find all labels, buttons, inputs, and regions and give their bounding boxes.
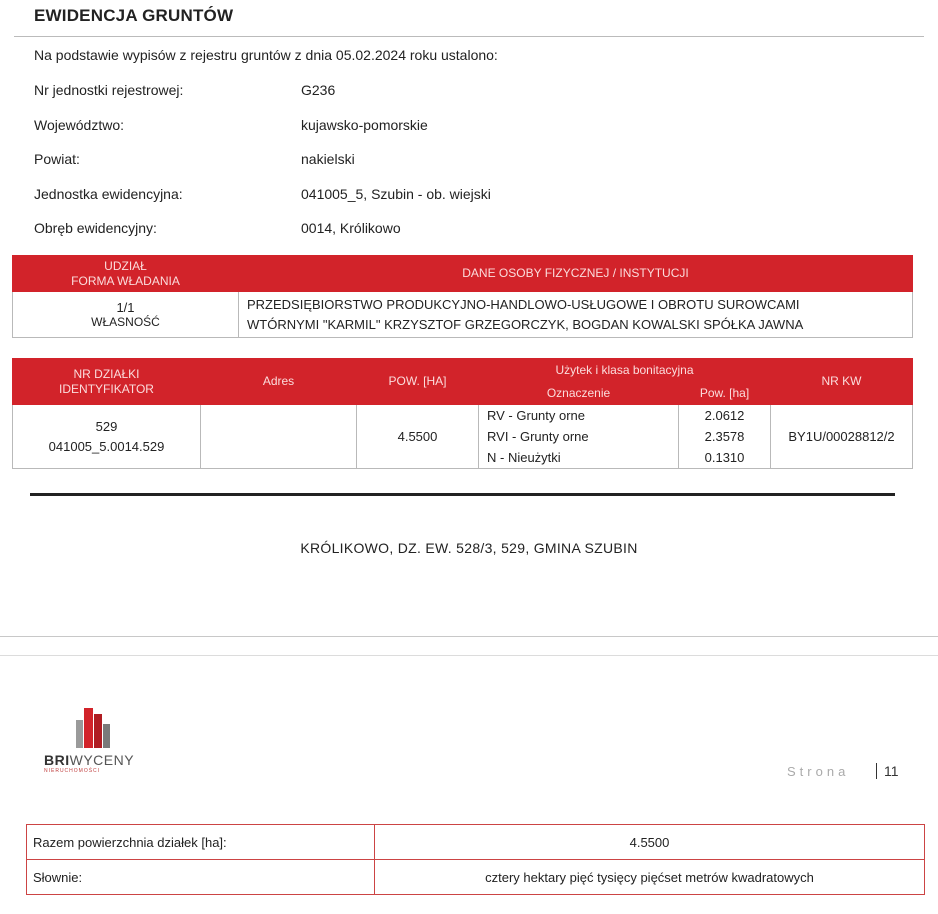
owner-name-line2: WTÓRNYMI "KARMIL" KRZYSZTOF GRZEGORCZYK, BOGDAN KOWALSKI SPÓŁKA JAWNA <box>247 316 804 332</box>
page-break-line <box>0 636 938 637</box>
header-share <box>13 256 239 292</box>
location-caption: KRÓLIKOWO, DZ. EW. 528/3, 529, GMINA SZUBIN <box>300 540 638 556</box>
use-area: 0.1310 <box>704 450 745 465</box>
owner-name-line1: PRZEDSIĘBIORSTWO PRODUKCYJNO-HANDLOWO-USŁUGOWE I OBROTU SUROWCAMI <box>247 296 800 312</box>
page-label: Strona <box>787 764 850 779</box>
summary-words-label: Słownie: <box>27 860 375 895</box>
page-number: 11 <box>884 763 899 779</box>
document-title: EWIDENCJA GRUNTÓW <box>34 6 234 25</box>
header-parcel-nr-line2: IDENTYFIKATOR <box>59 381 154 396</box>
owner-share: 1/1 <box>116 300 135 315</box>
field-value-registry-unit: 041005_5, Szubin - ob. wiejski <box>301 186 491 202</box>
parcel-identifier: 041005_5.0014.529 <box>48 438 165 454</box>
use-designation: RVI - Grunty orne <box>487 429 589 444</box>
field-label-county: Powiat: <box>34 151 80 167</box>
summary-total-label: Razem powierzchnia działek [ha]: <box>27 825 375 860</box>
parcel-area: 4.5500 <box>357 405 479 469</box>
header-kw: NR KW <box>771 359 913 405</box>
header-share-line2: FORMA WŁADANIA <box>71 273 180 288</box>
use-designation: N - Nieużytki <box>487 450 561 465</box>
field-label-voivodeship: Województwo: <box>34 117 125 133</box>
header-use-area: Pow. [ha] <box>679 383 771 405</box>
field-value-county: nakielski <box>301 151 355 167</box>
summary-table <box>26 824 925 895</box>
brand-name-bold: BRI <box>44 752 70 768</box>
parcel-nr: 529 <box>95 418 118 434</box>
summary-total-value: 4.5500 <box>375 825 925 860</box>
brand-name-rest: WYCENY <box>69 752 135 768</box>
owner-name-cell <box>239 292 913 338</box>
brand-tagline: NIERUCHOMOŚCI <box>44 768 101 774</box>
intro-text: Na podstawie wypisów z rejestru gruntów z dnia 05.02.2024 roku ustalono: <box>34 47 498 63</box>
header-share-line1: UDZIAŁ <box>104 258 147 273</box>
owner-table <box>12 255 913 338</box>
use-designation: RV - Grunty orne <box>487 408 586 423</box>
field-value-precinct: 0014, Królikowo <box>301 220 401 236</box>
parcel-designations <box>479 405 679 469</box>
header-area: POW. [HA] <box>357 359 479 405</box>
title-divider <box>14 36 924 37</box>
header-designation: Oznaczenie <box>479 383 679 405</box>
owner-form: WŁASNOŚĆ <box>91 315 160 329</box>
page-break-line <box>0 655 938 656</box>
field-label-precinct: Obręb ewidencyjny: <box>34 220 157 236</box>
use-area: 2.0612 <box>704 408 745 423</box>
use-area: 2.3578 <box>704 429 745 444</box>
header-person: DANE OSOBY FIZYCZNEJ / INSTYTUCJI <box>239 256 913 292</box>
field-label-unit: Nr jednostki rejestrowej: <box>34 82 184 98</box>
parcel-nr-cell <box>13 405 201 469</box>
header-parcel-nr-line1: NR DZIAŁKI <box>73 366 140 381</box>
parcel-address <box>201 405 357 469</box>
page-separator <box>876 763 877 779</box>
header-use-group: Użytek i klasa bonitacyjna <box>479 359 771 383</box>
parcel-table <box>12 358 913 469</box>
field-value-voivodeship: kujawsko-pomorskie <box>301 117 428 133</box>
header-parcel-nr <box>13 359 201 405</box>
parcel-use-areas <box>679 405 771 469</box>
brand-name <box>44 752 134 768</box>
header-address: Adres <box>201 359 357 405</box>
parcel-kw: BY1U/00028812/2 <box>771 405 913 469</box>
summary-words-value: cztery hektary pięć tysięcy pięćset metrów kwadratowych <box>375 860 925 895</box>
field-value-unit: G236 <box>301 82 336 98</box>
owner-share-cell <box>13 292 239 338</box>
field-label-registry-unit: Jednostka ewidencyjna: <box>34 186 183 202</box>
section-divider <box>30 493 895 496</box>
